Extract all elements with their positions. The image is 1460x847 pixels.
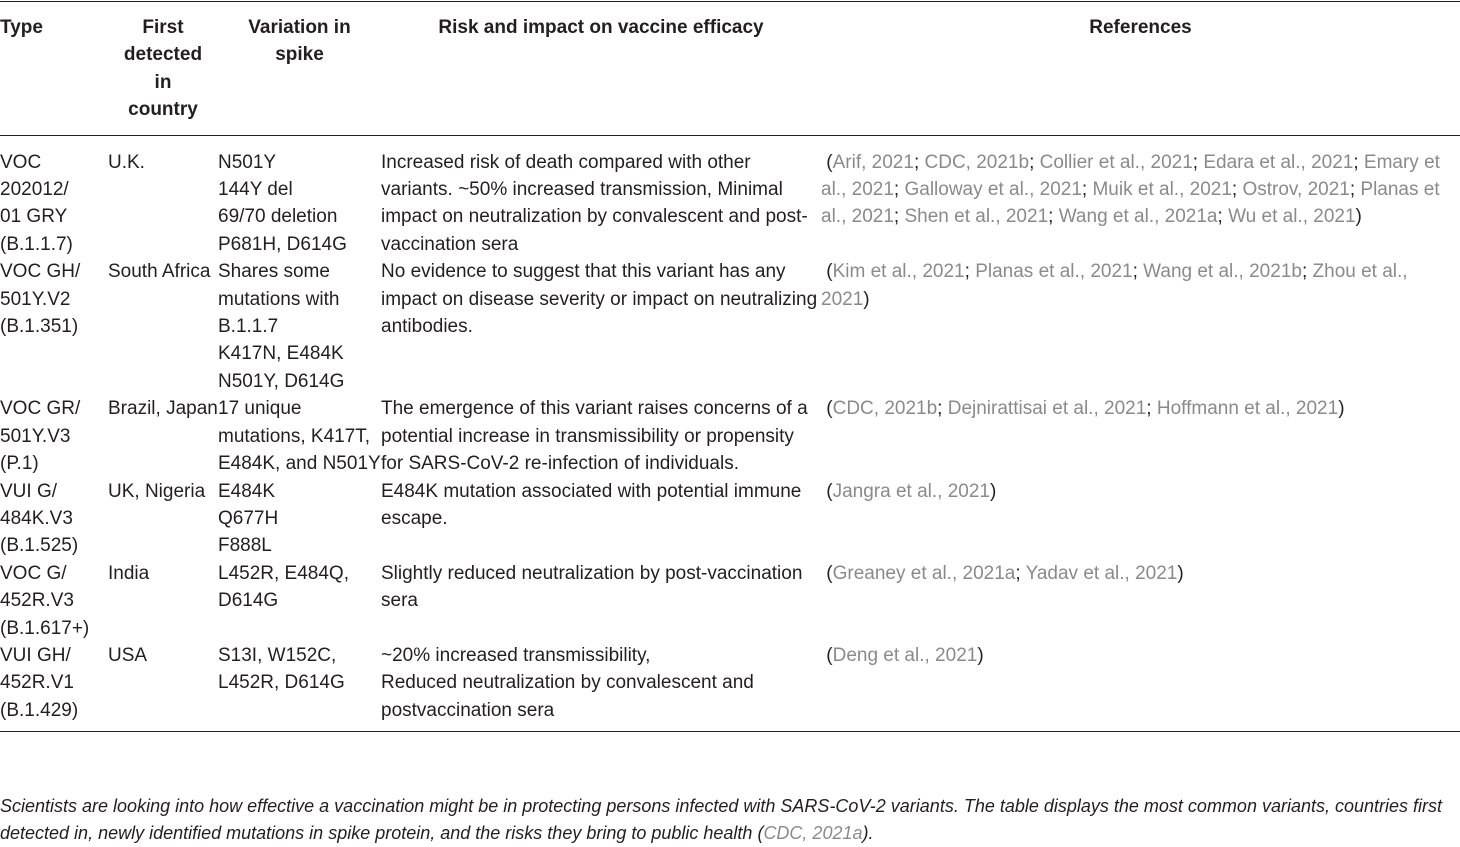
cell-spike-line: 69/70 deletion — [218, 206, 338, 228]
citation-separator: ; — [964, 261, 976, 283]
cell-type-line: 202012/ — [0, 179, 69, 201]
cell-spike-line: E484K — [218, 480, 276, 502]
cell-spike-line: Q677H — [218, 507, 279, 529]
paren-close: ) — [990, 480, 997, 502]
cell-references — [821, 642, 1460, 732]
cell-type — [0, 560, 108, 642]
cell-spike-line: 17 unique mutations, K417T, E484K, and N501Y — [218, 398, 381, 475]
header-spike-line: Variation in — [248, 17, 351, 38]
citation-link[interactable]: Greaney et al., 2021a — [832, 562, 1016, 584]
citation-link[interactable]: Wu et al., 2021 — [1228, 206, 1356, 228]
variants-table — [0, 1, 1460, 732]
citation-separator: ; — [893, 206, 905, 228]
citation-link[interactable]: Emary et al., 2021 — [821, 151, 1440, 201]
citation-link[interactable]: Zhou et al., 2021 — [821, 261, 1408, 310]
cell-spike-line: N501Y, D614G — [218, 370, 345, 392]
citation-separator: ; — [1353, 151, 1364, 173]
header-row — [0, 2, 1460, 136]
citation-separator: ; — [1192, 151, 1204, 173]
cell-type-line: VOC GR/ — [0, 398, 81, 420]
paren-close: ) — [863, 288, 870, 310]
header-country-line: country — [128, 99, 198, 121]
citation-separator: ; — [1029, 151, 1040, 173]
citation-separator: ; — [1349, 179, 1361, 201]
citation-link[interactable]: Arif, 2021 — [832, 151, 914, 173]
paren-close: ) — [1177, 562, 1184, 584]
citation-separator: ; — [1015, 562, 1026, 584]
cell-spike — [218, 258, 381, 395]
cell-type-line: 484K.V3 — [0, 507, 73, 529]
table-row — [0, 642, 1460, 732]
cell-type-line: VUI G/ — [0, 480, 58, 502]
cell-type-line: VOC G/ — [0, 562, 67, 584]
cell-spike-line: K417N, E484K — [218, 343, 344, 365]
citation-separator: ; — [1301, 261, 1313, 283]
cell-country: Brazil, Japan — [108, 398, 218, 420]
citation-link[interactable]: Jangra et al., 2021 — [832, 480, 990, 502]
cell-type-line: 452R.V1 — [0, 672, 74, 694]
cell-spike-line: 144Y del — [218, 179, 293, 201]
cell-risk-line: ~20% increased transmissibility, — [381, 644, 651, 666]
cell-spike — [218, 478, 381, 560]
citation-link[interactable]: Edara et al., 2021 — [1203, 151, 1354, 173]
cell-spike — [218, 560, 381, 642]
citation-link[interactable]: CDC, 2021b — [832, 398, 938, 420]
cell-type-line: (B.1.1.7) — [0, 233, 73, 255]
cell-spike-line: L452R, E484Q, D614G — [218, 562, 349, 612]
cell-type-line: VUI GH/ — [0, 644, 71, 666]
citation-link[interactable]: Collier et al., 2021 — [1039, 151, 1193, 173]
cell-type — [0, 642, 108, 732]
cell-country: India — [108, 562, 150, 584]
table-row — [0, 478, 1460, 560]
citation-link[interactable]: Dejnirattisai et al., 2021 — [947, 398, 1147, 420]
cell-risk: No evidence to suggest that this variant has any impact on disease severity or impact on neutralizing antibodies. — [381, 261, 818, 338]
cell-country: U.K. — [108, 151, 145, 173]
cell-risk: Slightly reduced neutralization by post-vaccination sera — [381, 562, 803, 612]
paren-close: ) — [1355, 206, 1362, 228]
cell-type — [0, 258, 108, 395]
header-risk: Risk and impact on vaccine efficacy — [438, 17, 764, 38]
cell-references — [821, 560, 1460, 642]
citation-separator: ; — [1132, 261, 1144, 283]
paren-close: ) — [977, 644, 984, 666]
cell-country: UK, Nigeria — [108, 480, 206, 502]
cell-type-line: VOC GH/ — [0, 261, 81, 283]
caption-citation[interactable]: CDC, 2021a — [763, 823, 863, 843]
citation-link[interactable]: Ostrov, 2021 — [1242, 179, 1350, 201]
caption-closing: ). — [862, 823, 874, 843]
cell-risk: E484K mutation associated with potential immune escape. — [381, 480, 802, 529]
cell-type-line: (B.1.617+) — [0, 617, 90, 639]
header-spike — [218, 2, 381, 136]
header-references: References — [1089, 17, 1192, 38]
paren-close: ) — [1338, 398, 1345, 420]
cell-spike — [218, 642, 381, 732]
cell-type-line: (B.1.525) — [0, 535, 79, 557]
cell-type-line: 501Y.V2 — [0, 288, 71, 310]
table-row — [0, 395, 1460, 477]
paren-open: ( — [821, 480, 833, 502]
citation-link[interactable]: Shen et al., 2021 — [904, 206, 1049, 228]
cell-type — [0, 395, 108, 477]
table-body — [0, 135, 1460, 732]
header-country — [108, 2, 218, 136]
citation-separator: ; — [1146, 398, 1157, 420]
cell-spike-line: F888L — [218, 535, 272, 557]
cell-type — [0, 478, 108, 560]
citation-link[interactable]: Kim et al., 2021 — [832, 261, 965, 283]
cell-type-line: (B.1.429) — [0, 699, 79, 721]
citation-separator: ; — [913, 151, 925, 173]
cell-type-line: VOC — [0, 151, 42, 173]
citation-separator: ; — [1217, 206, 1229, 228]
cell-references — [821, 258, 1460, 395]
cell-type-line: (P.1) — [0, 453, 39, 475]
cell-references — [821, 478, 1460, 560]
table-row — [0, 135, 1460, 258]
cell-type-line: 501Y.V3 — [0, 425, 71, 447]
cell-type-line: 452R.V3 — [0, 590, 74, 612]
paren-open: ( — [821, 261, 833, 283]
header-spike-line: spike — [275, 44, 324, 66]
cell-references — [821, 135, 1460, 258]
citation-link[interactable]: Deng et al., 2021 — [832, 644, 978, 666]
table-row — [0, 258, 1460, 395]
header-type: Type — [0, 17, 43, 38]
cell-risk-line: Reduced neutralization by convalescent and postvaccination sera — [381, 672, 754, 721]
paren-open: ( — [821, 398, 833, 420]
table-caption — [0, 793, 1460, 847]
cell-spike-line: S13I, W152C, L452R, D614G — [218, 644, 345, 694]
cell-spike — [218, 135, 381, 258]
cell-country: USA — [108, 644, 148, 666]
cell-spike-line: P681H, D614G — [218, 233, 347, 255]
header-country-line: First — [142, 17, 184, 38]
cell-type-line: (B.1.351) — [0, 316, 79, 338]
cell-spike — [218, 395, 381, 477]
cell-spike-line: N501Y — [218, 151, 277, 173]
cell-risk — [381, 642, 821, 732]
citation-link[interactable]: Planas et al., 2021 — [821, 179, 1440, 228]
citation-link[interactable]: Galloway et al., 2021 — [904, 179, 1082, 201]
header-country-line: in — [154, 71, 172, 93]
citation-separator: ; — [1231, 179, 1243, 201]
paren-open: ( — [821, 151, 833, 173]
citation-link[interactable]: Planas et al., 2021 — [975, 261, 1133, 283]
citation-link[interactable]: Hoffmann et al., 2021 — [1156, 398, 1339, 420]
citation-link[interactable]: Wang et al., 2021a — [1058, 206, 1218, 228]
citation-link[interactable]: Wang et al., 2021b — [1143, 261, 1302, 283]
header-country-line: detected — [123, 44, 203, 66]
citation-separator: ; — [1081, 179, 1093, 201]
cell-country: South Africa — [108, 261, 211, 283]
cell-risk: The emergence of this variant raises concerns of a potential increase in transmissibility or propensity for SARS-CoV-2 re-infection of individuals. — [381, 398, 808, 475]
paren-open: ( — [821, 644, 833, 666]
citation-link[interactable]: Muik et al., 2021 — [1092, 179, 1232, 201]
citation-separator: ; — [937, 398, 948, 420]
cell-references — [821, 395, 1460, 477]
paren-open: ( — [821, 562, 833, 584]
citation-link[interactable]: CDC, 2021b — [924, 151, 1030, 173]
cell-spike-line: Shares some mutations with B.1.1.7 — [218, 261, 340, 338]
table-row — [0, 560, 1460, 642]
citation-separator: ; — [893, 179, 905, 201]
cell-type-line: 01 GRY — [0, 206, 68, 228]
citation-separator: ; — [1048, 206, 1059, 228]
citation-link[interactable]: Yadav et al., 2021 — [1025, 562, 1178, 584]
cell-type — [0, 135, 108, 258]
caption-text: Scientists are looking into how effective a vaccination might be in protecting persons infected with SARS-CoV-2 variants. The table displays the most common variants, countries first detected in, newly identified mutations in spike protein, and the risks they bring to public health ( — [0, 796, 1443, 843]
cell-risk: Increased risk of death compared with other variants. ~50% increased transmission, Minimal impact on neutralization by convalescent and post-vaccination sera — [381, 151, 808, 255]
